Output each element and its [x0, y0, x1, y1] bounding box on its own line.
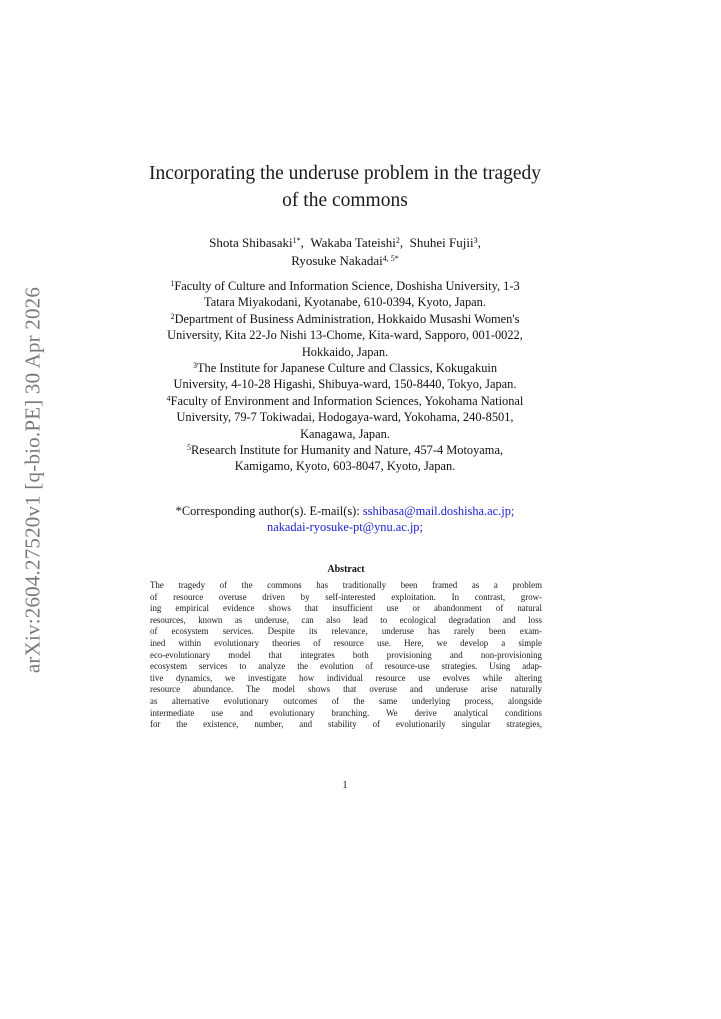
author-line — [130, 252, 560, 270]
affiliation-line — [130, 442, 560, 458]
email-separator: ; — [419, 520, 423, 535]
affiliation-line — [130, 311, 560, 327]
title-line: of the commons — [282, 190, 408, 211]
title-line: Incorporating the underuse problem in the tragedy — [148, 163, 542, 184]
abstract-line: as alternative evolutionary outcomes of the same underlying process, alongside — [150, 695, 542, 706]
affiliation-line: Hokkaido, Japan. — [301, 344, 389, 359]
author-name: Shuhei Fujii — [409, 235, 474, 250]
affiliation-text: Department of Business Administration, Hokkaido Musashi Women's — [174, 311, 520, 326]
author-affiliation-mark: 3 — [473, 236, 478, 245]
corresponding-label: *Corresponding author(s). E-mail(s): — [175, 504, 363, 518]
email-separator: ; — [510, 504, 515, 518]
affiliation-mark: 4 — [166, 393, 171, 403]
author-affiliation-mark: 1* — [292, 236, 301, 245]
author-affiliation-mark: 2 — [395, 236, 400, 245]
affiliation-line: Kamigamo, Kyoto, 603-8047, Kyoto, Japan. — [234, 459, 456, 474]
affiliation — [130, 442, 560, 475]
corresponding-line — [120, 519, 570, 535]
corresponding-line — [120, 503, 570, 519]
affiliation-line: University, 4-10-28 Higashi, Shibuya-ward, 150-8440, Tokyo, Japan. — [173, 377, 517, 392]
affiliation-line: University, 79-7 Tokiwadai, Hodogaya-ward, Yokohama, 240-8501, — [176, 410, 514, 425]
affiliation — [130, 311, 560, 360]
author-name: Wakaba Tateishi — [310, 235, 396, 250]
abstract-line: of resource overuse driven by self-interested exploitation. In contrast, grow- — [150, 591, 542, 602]
affiliation-text: The Institute for Japanese Culture and Classics, Kokugakuin — [196, 361, 498, 376]
email-link[interactable]: nakadai-ryosuke-pt@ynu.ac.jp — [267, 520, 420, 535]
abstract-line: ecosystem services to analyze the evolution of resource-use strategies. Using adap- — [150, 661, 542, 672]
abstract-line: resource abundance. The model shows that overuse and underuse arise naturally — [150, 684, 542, 695]
author-name: Ryosuke Nakadai — [291, 253, 383, 268]
affiliation-line — [130, 360, 560, 376]
affiliation-mark: 2 — [170, 311, 175, 321]
affiliation — [130, 360, 560, 393]
author-name: Shota Shibasaki — [209, 235, 293, 250]
affiliation-text: Faculty of Culture and Information Science, Doshisha University, 1-3 — [174, 279, 520, 293]
arxiv-identifier: arXiv:2604.27520v1 [q-bio.PE] 30 Apr 2026 — [20, 286, 45, 674]
abstract-line: eco-evolutionary model that integrates both provisioning and non-provisioning — [150, 649, 542, 660]
affiliation-mark: 1 — [170, 279, 175, 288]
abstract-body — [150, 580, 542, 731]
email-link[interactable]: sshibasa@mail.doshisha.ac.jp — [362, 504, 511, 518]
abstract-line: intermediate use and evolutionary branching. We derive analytical conditions — [150, 707, 542, 718]
abstract-line: for the existence, number, and stability of evolutionarily singular strategies, — [150, 719, 542, 730]
affiliation-list — [130, 278, 560, 475]
corresponding-author — [120, 503, 570, 536]
affiliation — [130, 278, 560, 311]
affiliation-line: University, Kita 22-Jo Nishi 13-Chome, Kita-ward, Sapporo, 001-0022, — [167, 328, 523, 343]
affiliation-mark: 5 — [186, 443, 191, 453]
affiliation-line: Kanagawa, Japan. — [300, 426, 390, 441]
affiliation — [130, 393, 560, 442]
affiliation-text: Research Institute for Humanity and Nature, 457-4 Motoyama, — [190, 443, 504, 458]
abstract-line: ing empirical evidence shows that insufficient use or abandonment of natural — [150, 603, 542, 614]
abstract-line: The tragedy of the commons has traditionally been framed as a problem — [150, 580, 542, 590]
abstract-heading: Abstract — [327, 564, 365, 575]
affiliation-line — [130, 278, 560, 294]
author-list — [130, 234, 560, 270]
abstract-line: tive dynamics, we investigate how individual resource use evolves while altering — [150, 672, 542, 683]
affiliation-line — [130, 393, 560, 409]
abstract-line: resources, known as underuse, can also lead to ecological degradation and loss — [150, 614, 542, 625]
author-affiliation-mark: 4, 5* — [382, 254, 399, 263]
affiliation-mark: 3 — [192, 361, 197, 371]
abstract-line: of ecosystem services. Despite its relevance, underuse has rarely been exam- — [150, 626, 542, 637]
page-number: 1 — [342, 780, 348, 791]
affiliation-text: Faculty of Environment and Information Sciences, Yokohama National — [170, 393, 524, 408]
abstract-line: ined within evolutionary theories of resource use. Here, we develop a simple — [150, 637, 542, 648]
author-line: Shota Shibasaki$^{1*}$, Wakaba Tateishi$^2$, Shuhei Fujii$^3$, — [209, 235, 481, 250]
affiliation-line: Tatara Miyakodani, Kyotanabe, 610-0394, Kyoto, Japan. — [204, 295, 486, 310]
paper-title — [120, 160, 570, 214]
